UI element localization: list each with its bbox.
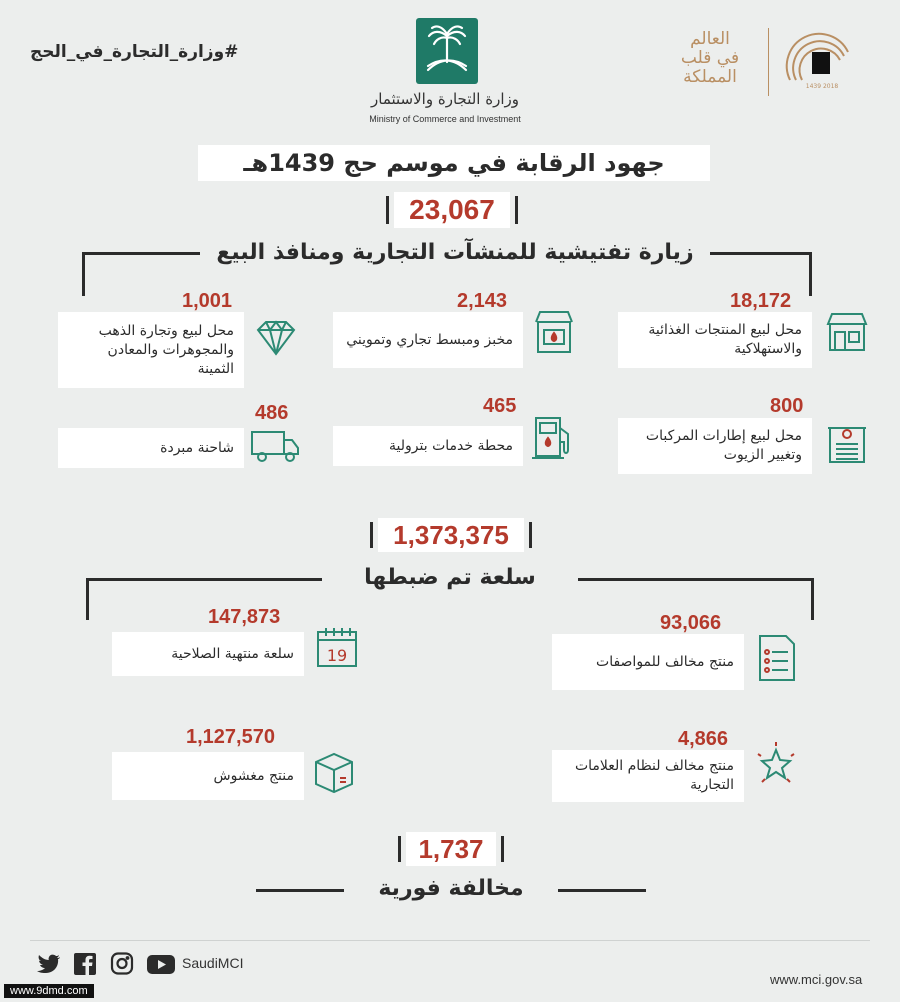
logo-year: 1439 2018 — [805, 83, 839, 90]
stat-tires-label — [618, 418, 812, 474]
store-icon — [824, 308, 870, 354]
bakery-label-text: مخبز ومبسط تجاري وتمويني — [346, 331, 513, 348]
garage-icon — [824, 418, 870, 466]
stat-trademark-value: 4,866 — [678, 728, 729, 750]
campaign-slogan — [660, 30, 760, 87]
seized-label: سلعة تم ضبطها — [322, 563, 578, 593]
star-icon — [752, 740, 800, 786]
slogan-line-2: في قلب — [680, 48, 740, 68]
calendar-day: 19 — [326, 646, 348, 665]
stat-counterfeit-label — [112, 752, 304, 800]
seized-bracket-left — [86, 578, 89, 620]
violations-total: 1,737 — [406, 832, 496, 866]
footer-divider — [30, 940, 870, 941]
inspections-label: زيارة تفتيشية للمنشآت التجارية ومنافذ البيع — [200, 238, 710, 268]
nonconforming-label-text: منتج مخالف للمواصفات — [596, 653, 734, 670]
ministry-name-arabic: وزارة التجارة والاستثمار — [371, 90, 519, 108]
truck-label-text: شاحنة مبردة — [160, 439, 234, 456]
slogan-line-1: العالم — [690, 29, 730, 49]
food-stores-label-text: محل لبيع المنتجات الغذائية والاستهلاكية — [648, 322, 802, 357]
stat-fuel-label — [333, 426, 523, 466]
kaaba-logo — [778, 22, 860, 102]
bakery-icon — [530, 306, 578, 356]
trademark-label-text: منتج مخالف لنظام العلامات التجارية — [574, 758, 734, 793]
fuel-label-text: محطة خدمات بترولية — [389, 437, 513, 454]
saudi-emblem-logo — [416, 18, 478, 84]
stat-nonconforming-label — [552, 634, 744, 690]
expired-label-text: سلعة منتهية الصلاحية — [171, 645, 294, 662]
inspections-bracket-right — [809, 252, 812, 296]
stat-food-stores-value: 18,172 — [730, 290, 792, 312]
page-title: جهود الرقابة في موسم حج 1439هـ — [243, 149, 665, 177]
inspections-bracket-left — [82, 252, 85, 296]
stat-fuel-value: 465 — [483, 395, 517, 417]
diamond-icon — [252, 318, 300, 358]
stat-bakery-label — [333, 312, 523, 368]
stat-truck-value: 486 — [255, 402, 289, 424]
stat-expired-label — [112, 632, 304, 676]
violations-label: مخالفة فورية — [344, 874, 558, 904]
stat-trademark-label — [552, 750, 744, 802]
social-handle: SaudiMCI — [182, 955, 244, 971]
slogan-divider — [768, 28, 769, 96]
box-icon — [310, 748, 358, 796]
stat-nonconforming-value: 93,066 — [660, 612, 722, 634]
youtube-icon[interactable] — [146, 952, 176, 976]
twitter-icon[interactable] — [36, 952, 62, 976]
seized-bracket-right — [811, 578, 814, 620]
hashtag-text: #وزارة_التجارة_في_الحج — [30, 42, 239, 62]
truck-icon — [250, 428, 302, 464]
stat-gold-value: 1,001 — [182, 290, 233, 312]
website-link[interactable]: www.mci.gov.sa — [770, 972, 863, 987]
instagram-icon[interactable] — [109, 952, 135, 976]
stat-expired-value: 147,873 — [208, 606, 281, 628]
stat-counterfeit-value: 1,127,570 — [186, 726, 275, 748]
facebook-icon[interactable] — [72, 952, 98, 976]
counterfeit-label-text: منتج مغشوش — [213, 767, 294, 784]
seized-total: 1,373,375 — [378, 518, 524, 552]
inspections-total: 23,067 — [394, 192, 510, 228]
calendar-icon — [314, 626, 360, 670]
stat-gold-label — [58, 312, 244, 388]
fuel-pump-icon — [530, 414, 576, 464]
watermark: www.9dmd.com — [4, 984, 94, 998]
stat-tires-value: 800 — [770, 395, 804, 417]
stat-bakery-value: 2,143 — [457, 290, 508, 312]
gold-label-text: محل لبيع وتجارة الذهب والمجوهرات والمعادن الثمينة — [98, 322, 234, 377]
ministry-name-english: Ministry of Commerce and Investment — [369, 114, 521, 124]
stat-food-stores-label — [618, 312, 812, 368]
checklist-icon — [754, 632, 800, 684]
tires-label-text: محل لبيع إطارات المركبات وتغيير الزيوت — [645, 428, 802, 463]
slogan-line-3: المملكة — [683, 67, 737, 87]
stat-truck-label — [58, 428, 244, 468]
